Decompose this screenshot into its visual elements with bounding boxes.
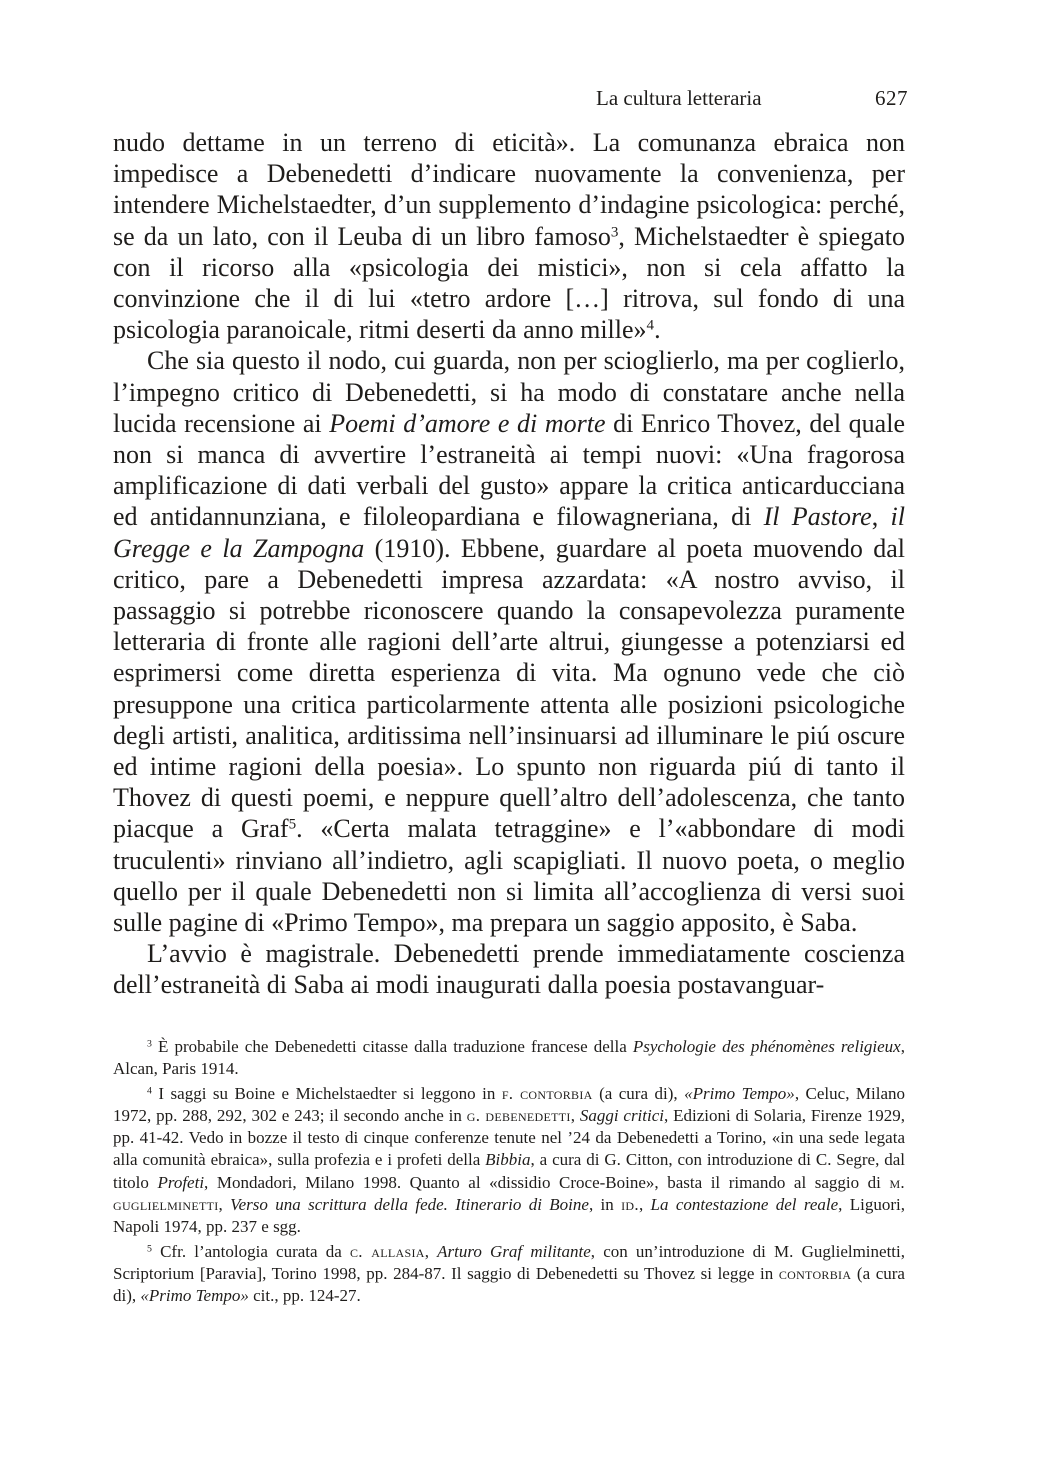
text-run: , a cura di G. Citton, con introduzione di C. Segre, dal titolo [113, 1150, 905, 1192]
text-run: (a cura di), [592, 1083, 685, 1103]
paragraph [113, 127, 905, 345]
text-run: , Celuc, Milano 1972, pp. 288, 292, 302 e 243; il secondo anche in [113, 1083, 906, 1125]
footnote-marker: 3 [147, 1038, 152, 1050]
text-run: , con un’introduzione di M. Guglielminetti, Scriptorium [Paravia], Torino 1998, pp. 284-87. Il saggio di Debenedetti su Thovez si legge in [113, 1241, 905, 1283]
italic-title: Verso una scrittura della fede. Itinerario di Boine [230, 1195, 589, 1215]
text-run: (a cura di), [113, 1263, 905, 1306]
italic-title: il Gregge e la Zampogna [113, 502, 905, 563]
text-run: di Enrico Thovez, del quale non si manca di avvertire l’estraneità ai tempi nuovi: «Una fragorosa amplificazione di dati verbali del gusto» appare la critica anticarducciana ed antidannunziana, e filoleopardiana e filowagneriana, di [113, 408, 905, 532]
text-run: Cfr. l’antologia curata da [151, 1241, 350, 1261]
text-run: . «Certa malata tetraggine» e l’«abbondare di modi truculenti» rinviano all’indietro, agli scapigliati. Il nuovo poeta, o meglio quello per il quale Debenedetti non si limita all’accoglienza di versi suoi sulle pagine di «Primo Tempo», ma prepara un saggio apposito, è Saba. [113, 814, 905, 938]
author-name: c. allasia [349, 1241, 425, 1261]
text-run: , in [588, 1195, 622, 1215]
text-run: , Alcan, Paris 1914. [113, 1037, 905, 1079]
author-name: contorbia [778, 1263, 852, 1283]
text-run: nudo dettame in un terreno di eticità». La comunanza ebraica non impedisce a Debenedetti d’indicare nuovamente la convenienza, per intendere Michelstaedter, d’un supplemento d’indagine psicologica: perché, se da un lato, con il Leuba di un libro famoso [113, 128, 905, 251]
text-run: , [424, 1241, 438, 1261]
text-run: I saggi su Boine e Michelstaedter si leggono in [151, 1083, 502, 1103]
text-run: , Liguori, Napoli 1974, pp. 237 e sgg. [113, 1195, 905, 1237]
italic-title: Arturo Graf militante [437, 1241, 591, 1261]
footnote-marker: 5 [288, 817, 297, 834]
text-run: , Michelstaedter è spiegato con il ricorso alla «psicologia dei mistici», non si cela affatto la convinzione che il di lui «tetro ardore […] ritrova, sul fondo di una psicologia paranoicale, ritmi deserti da anno mille» [113, 221, 905, 345]
text-run: , [570, 1105, 580, 1125]
footnote-marker: 4 [147, 1085, 152, 1097]
italic-title: Bibbia [485, 1150, 531, 1170]
text-run: (1910). Ebbene, guardare al poeta muovendo dal critico, pare a Debenedetti impresa azzardata: «A nostro avviso, il passaggio si potrebbe riconoscere quando la consapevolezza puramente letteraria di fronte alle ragioni dell’arte altrui, giungesse a potenziarsi ed esprimersi come diretta esperienza di vita. Ma ognuno vede che ciò presuppone una critica particolarmente attenta alle posizioni psicologiche degli artisti, analitica, arditissima nell’insinuarsi ad illuminare le piú oscure ed intime ragioni della poesia». Lo spunto non riguarda piú di tanto il Thovez di questi poemi, e neppure quell’altro dell’adolescenza, che tanto piacque a Graf [113, 533, 905, 844]
text-run: Che sia questo il nodo, cui guarda, non per scioglierlo, ma per coglierlo, l’impegno critico di Debenedetti, si ha modo di constatare anche nella lucida recensione ai [113, 346, 905, 438]
author-name: m. guglielminetti [113, 1172, 905, 1215]
text-run: , [638, 1195, 651, 1215]
italic-title: Psychologie des phénomènes religieux [632, 1037, 901, 1056]
paragraph [113, 345, 905, 938]
text-run: , [871, 502, 891, 532]
footnotes [113, 1036, 905, 1308]
italic-title: Poemi d’amore e di morte [329, 408, 606, 438]
author-name: id. [621, 1195, 639, 1215]
author-name: g. debenedetti [466, 1105, 571, 1125]
paragraph [113, 938, 905, 1000]
text-run: cit., pp. 124-27. [248, 1286, 361, 1306]
text-run: , [218, 1195, 231, 1215]
footnote [113, 1083, 905, 1239]
italic-title: Il Pastore [763, 502, 872, 532]
author-name: f. contorbia [501, 1083, 593, 1103]
running-head-title: La cultura letteraria [596, 86, 762, 110]
text-run: , Mondadori, Milano 1998. Quanto al «dissidio Croce-Boine», basta il rimando al saggio di [204, 1172, 890, 1192]
body-text [113, 127, 905, 1001]
italic-title: Profeti [157, 1172, 205, 1192]
page-number: 627 [875, 86, 908, 110]
footnote-marker: 5 [147, 1243, 152, 1255]
text-run: È probabile che Debenedetti citasse dalla traduzione francese della [151, 1037, 633, 1056]
italic-title: «Primo Tempo» [684, 1083, 795, 1103]
italic-title: Saggi critici [579, 1105, 664, 1125]
footnote-marker: 4 [646, 317, 655, 334]
footnote [113, 1036, 905, 1081]
footnote-marker: 3 [610, 224, 619, 241]
text-run: , Edizioni di Solaria, Firenze 1929, pp. 41-42. Vedo in bozze il testo di cinque conferenze tenute nel ’24 da Debenedetti a Torino, «in una sede legata alla comunità ebraica», sulla profezia e i profeti della [113, 1105, 905, 1170]
text-run: L’avvio è magistrale. Debenedetti prende immediatamente coscienza dell’estraneità di Saba ai modi inaugurati dalla poesia postavanguar- [113, 939, 905, 1000]
text-run: . [654, 315, 661, 345]
italic-title: La contestazione del reale [650, 1195, 839, 1215]
footnote [113, 1241, 905, 1308]
italic-title: «Primo Tempo» [140, 1286, 249, 1306]
